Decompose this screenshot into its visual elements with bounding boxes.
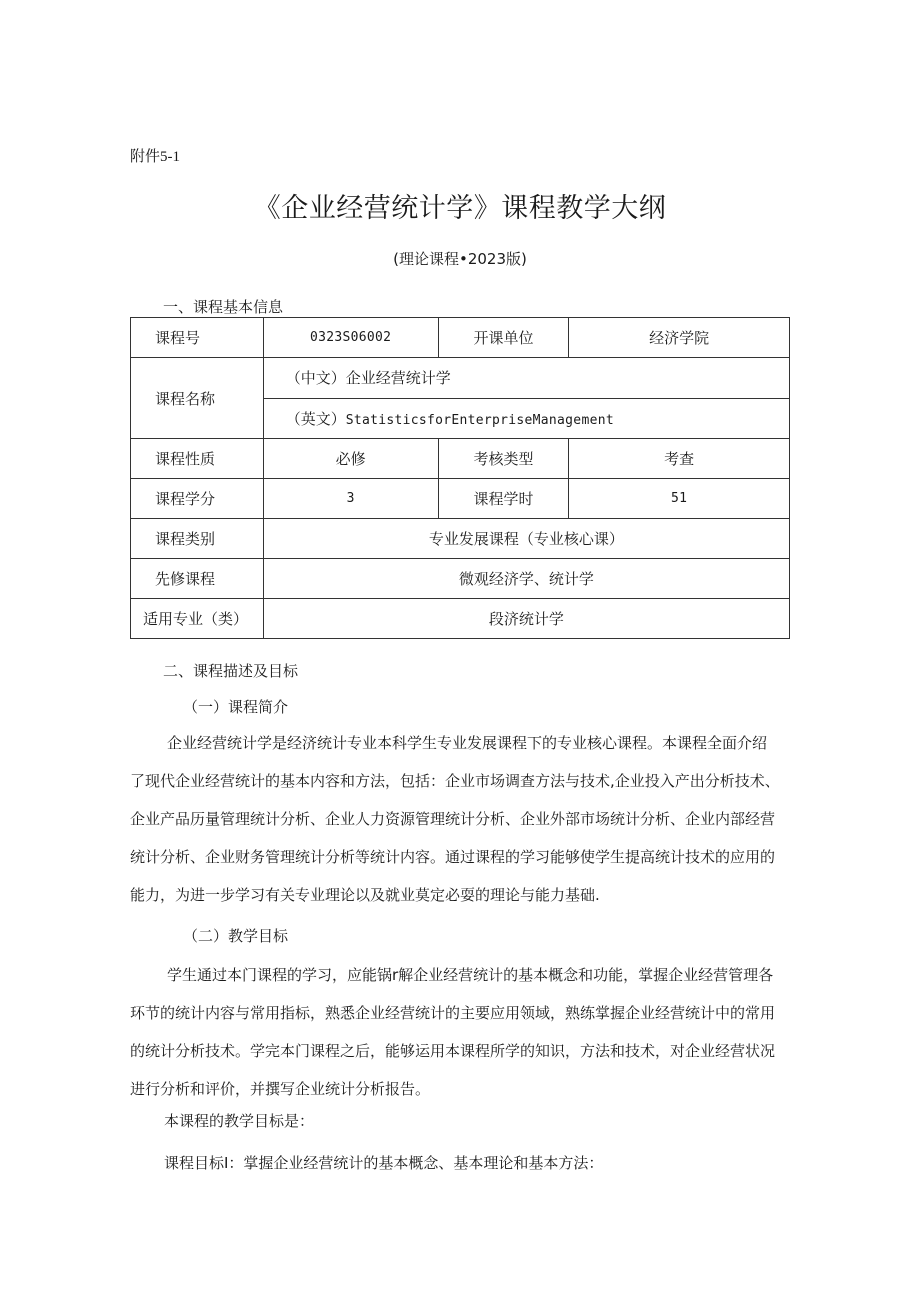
- intro-paragraph: [130, 724, 790, 914]
- goal-line: 的统计分析技术。学完本门课程之后，能够运用本课程所学的知识，方法和技术，对企业经营状况: [130, 1042, 776, 1060]
- table-row: [131, 318, 790, 358]
- attachment-label: 附件5-1: [130, 149, 180, 165]
- course-nature-value: 必修: [263, 439, 438, 479]
- applicable-major-value: 段济统计学: [263, 599, 789, 639]
- exam-type-value: 考查: [569, 439, 790, 479]
- subsection-heading-intro: （一）课程简介: [183, 698, 289, 716]
- goal-line: 学生通过本门课程的学习，应能锅r解企业经营统计的基本概念和功能，掌握企业经营管理各: [167, 966, 774, 984]
- course-number-value: 0323S06002: [263, 318, 438, 358]
- section-heading-description: 二、课程描述及目标: [163, 662, 299, 680]
- course-hours-label: 课程学时: [438, 479, 569, 519]
- prerequisite-label: 先修课程: [131, 559, 264, 599]
- unit-label: 开课单位: [438, 318, 569, 358]
- subsection-heading-goals: （二）教学目标: [183, 927, 289, 945]
- intro-line: 企业经营统计学是经济统计专业本科学生专业发展课程下的专业核心课程。本课程全面介绍: [167, 734, 768, 752]
- course-nature-label: 课程性质: [131, 439, 264, 479]
- course-info-table: [130, 317, 790, 639]
- course-name-label: 课程名称: [131, 358, 264, 439]
- intro-line: 企业产品历量管理统计分析、企业人力资源管理统计分析、企业外部市场统计分析、企业内部经营: [130, 810, 776, 828]
- table-row: [131, 439, 790, 479]
- course-credit-value: 3: [263, 479, 438, 519]
- course-name-cn: （中文）企业经营统计学: [263, 358, 789, 399]
- table-row: [131, 599, 790, 639]
- course-name-en-value: StatisticsforEnterpriseManagement: [345, 412, 614, 428]
- table-row: [131, 479, 790, 519]
- document-title: 《企业经营统计学》课程教学大纲: [253, 193, 667, 224]
- goal-line: 进行分析和评价，并撰写企业统计分析报告。: [130, 1080, 431, 1098]
- course-credit-label: 课程学分: [131, 479, 264, 519]
- unit-value: 经济学院: [569, 318, 790, 358]
- course-name-en-prefix: （英文）: [285, 409, 346, 428]
- prerequisite-value: 微观经济学、统计学: [263, 559, 789, 599]
- document-subtitle: (理论课程•2023版): [393, 250, 527, 268]
- course-name-en: [263, 398, 789, 439]
- section-heading-basic-info: 一、课程基本信息: [163, 298, 284, 316]
- applicable-major-label: 适用专业（类）: [131, 599, 264, 639]
- course-category-value: 专业发展课程（专业核心课）: [263, 519, 789, 559]
- goals-paragraph: [130, 956, 790, 1108]
- table-row: [131, 559, 790, 599]
- table-row: [131, 519, 790, 559]
- course-hours-value: 51: [569, 479, 790, 519]
- goal-intro: 本课程的教学目标是：: [164, 1112, 315, 1130]
- intro-line: 能力，为进一步学习有关专业理论以及就业莫定必耍的理论与能力基础.: [130, 886, 600, 904]
- goal-line: 环节的统计内容与常用指标，熟悉企业经营统计的主要应用领域，熟练掌握企业经营统计中的常用: [130, 1004, 776, 1022]
- intro-line: 统计分析、企业财务管理统计分析等统计内容。通过课程的学习能够使学生提高统计技术的应用的: [130, 848, 776, 866]
- table-row: [131, 358, 790, 399]
- course-goal-1: 课程目标I：掌握企业经营统计的基本概念、基本理论和基本方法：: [164, 1154, 604, 1172]
- course-number-label: 课程号: [131, 318, 264, 358]
- intro-line: 了现代企业经营统计的基本内容和方法，包括：企业市场调查方法与技术,企业投入产出分析技术、: [130, 772, 780, 790]
- exam-type-label: 考核类型: [438, 439, 569, 479]
- course-category-label: 课程类别: [131, 519, 264, 559]
